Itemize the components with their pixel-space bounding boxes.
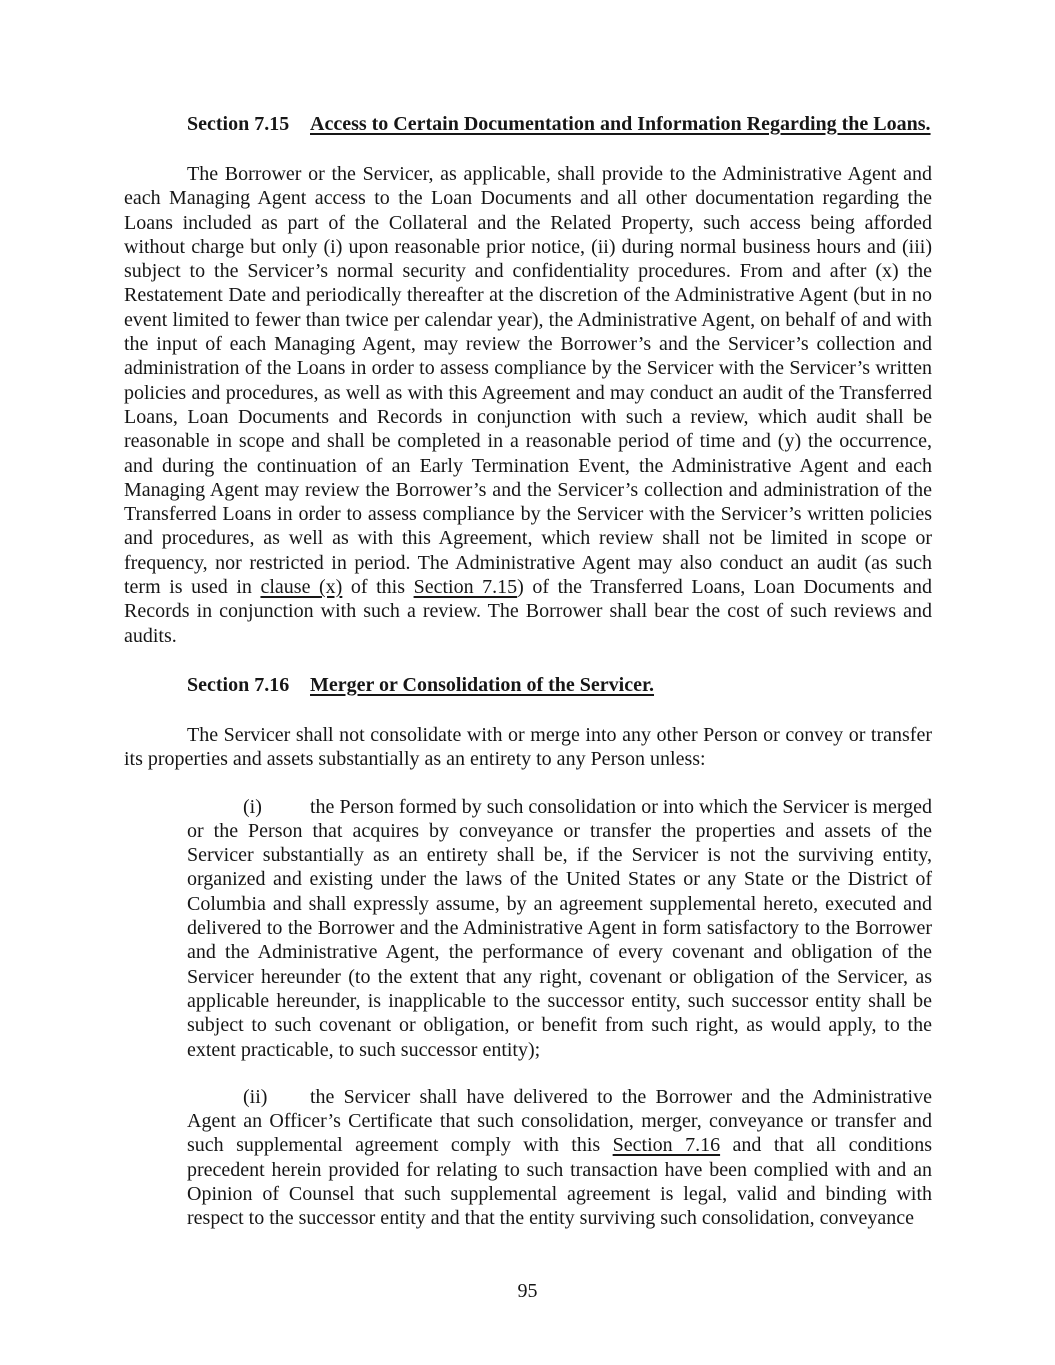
section-7-15-heading: [187, 110, 932, 139]
clause-i-marker: (i): [243, 795, 262, 818]
underlined-reference: Section 7.15: [413, 576, 518, 599]
section-7-16-heading: [187, 671, 932, 700]
underlined-reference: Section 7.16: [612, 1134, 721, 1157]
section-7-15-title: Access to Certain Documentation and Information Regarding the Loans.: [310, 113, 931, 135]
section-7-16-intro-paragraph: The Servicer shall not consolidate with or merge into any other Person or convey or transfer its properties and assets substantially as an entirety to any Person unless:: [124, 723, 932, 771]
underlined-reference: clause (x): [260, 576, 343, 599]
page-number: 95: [517, 1280, 538, 1302]
section-7-15-label: Section 7.15: [187, 113, 290, 135]
text-segment: the Person formed by such consolidation or into which the Servicer is merged or the Person that acquires by conveyance or transfer the properties and assets of the Servicer substantially as an entirety shall be, if the Servicer is not the surviving entity, organized and existing under the laws of the United States or any State or the District of Columbia and shall expressly assume, by an agreement supplemental hereto, executed and delivered to the Borrower and the Administrative Agent in form satisfactory to the Borrower and the Administrative Agent, the performance of every covenant and obligation of the Servicer hereunder (to the extent that any right, covenant or obligation of the Servicer, as applicable hereunder, is inapplicable to the successor entity, such successor entity shall be subject to such covenant or obligation, or benefit from such right, as would apply, to the extent practicable, to such successor entity);: [187, 795, 932, 1061]
clause-i-text: [187, 796, 932, 1061]
section-7-15-body-paragraph: [124, 162, 932, 648]
clause-ii-item: [187, 1085, 932, 1231]
text-segment: and that all conditions precedent herein provided for relating to such transaction have been complied with and an Opinion of Counsel that such supplemental agreement is legal, valid and binding with respect to the successor entity and that the entity surviving such consolidation, conveyance: [187, 1134, 933, 1230]
clause-i-item: [187, 795, 932, 1062]
text-segment: ) of the Transferred Loans, Loan Documents and Records in conjunction with such a review. The Borrower shall bear the cost of such reviews and audits.: [124, 576, 932, 647]
clause-ii-marker: (ii): [243, 1085, 268, 1108]
section-7-16-title: Merger or Consolidation of the Servicer.: [310, 673, 655, 696]
text-segment: of this: [342, 576, 414, 599]
text-segment: The Borrower or the Servicer, as applicable, shall provide to the Administrative Agent and each Managing Agent access to the Loan Documents and all other documentation regarding the Loans included as part of the Collateral and the Related Property, such access being afforded without charge but only (i) upon reasonable prior notice, (ii) during normal business hours and (iii) subject to the Servicer’s normal security and confidentiality procedures. From and after (x) the Restatement Date and periodically thereafter at the discretion of the Administrative Agent (but in no event limited to fewer than twice per calendar year), the Administrative Agent, on behalf of and with the input of each Managing Agent, may review the Borrower’s and the Servicer’s collection and administration of the Loans in order to assess compliance by the Servicer with the Servicer’s written policies and procedures, as well as with this Agreement and may conduct an audit of the Transferred Loans, Loan Documents and Records in conjunction with such a review, which audit shall be reasonable in scope and shall be completed in a reasonable period of time and (y) the occurrence, and during the continuation of an Early Termination Event, the Administrative Agent and each Managing Agent may review the Borrower’s and the Servicer’s collection and administration of the Transferred Loans in order to assess compliance by the Servicer with the Servicer’s written policies and procedures, as well as with this Agreement, which review shall not be limited in scope or frequency, nor restricted in period. The Administrative Agent may also conduct an audit (as such term is used in: [124, 163, 932, 599]
section-7-16-label: Section 7.16: [187, 673, 290, 696]
text-segment: the Servicer shall have delivered to the Borrower and the Administrative Agent an Officer’s Certificate that such consolidation, merger, conveyance or transfer and such supplemental agreement comply with this: [187, 1085, 932, 1157]
